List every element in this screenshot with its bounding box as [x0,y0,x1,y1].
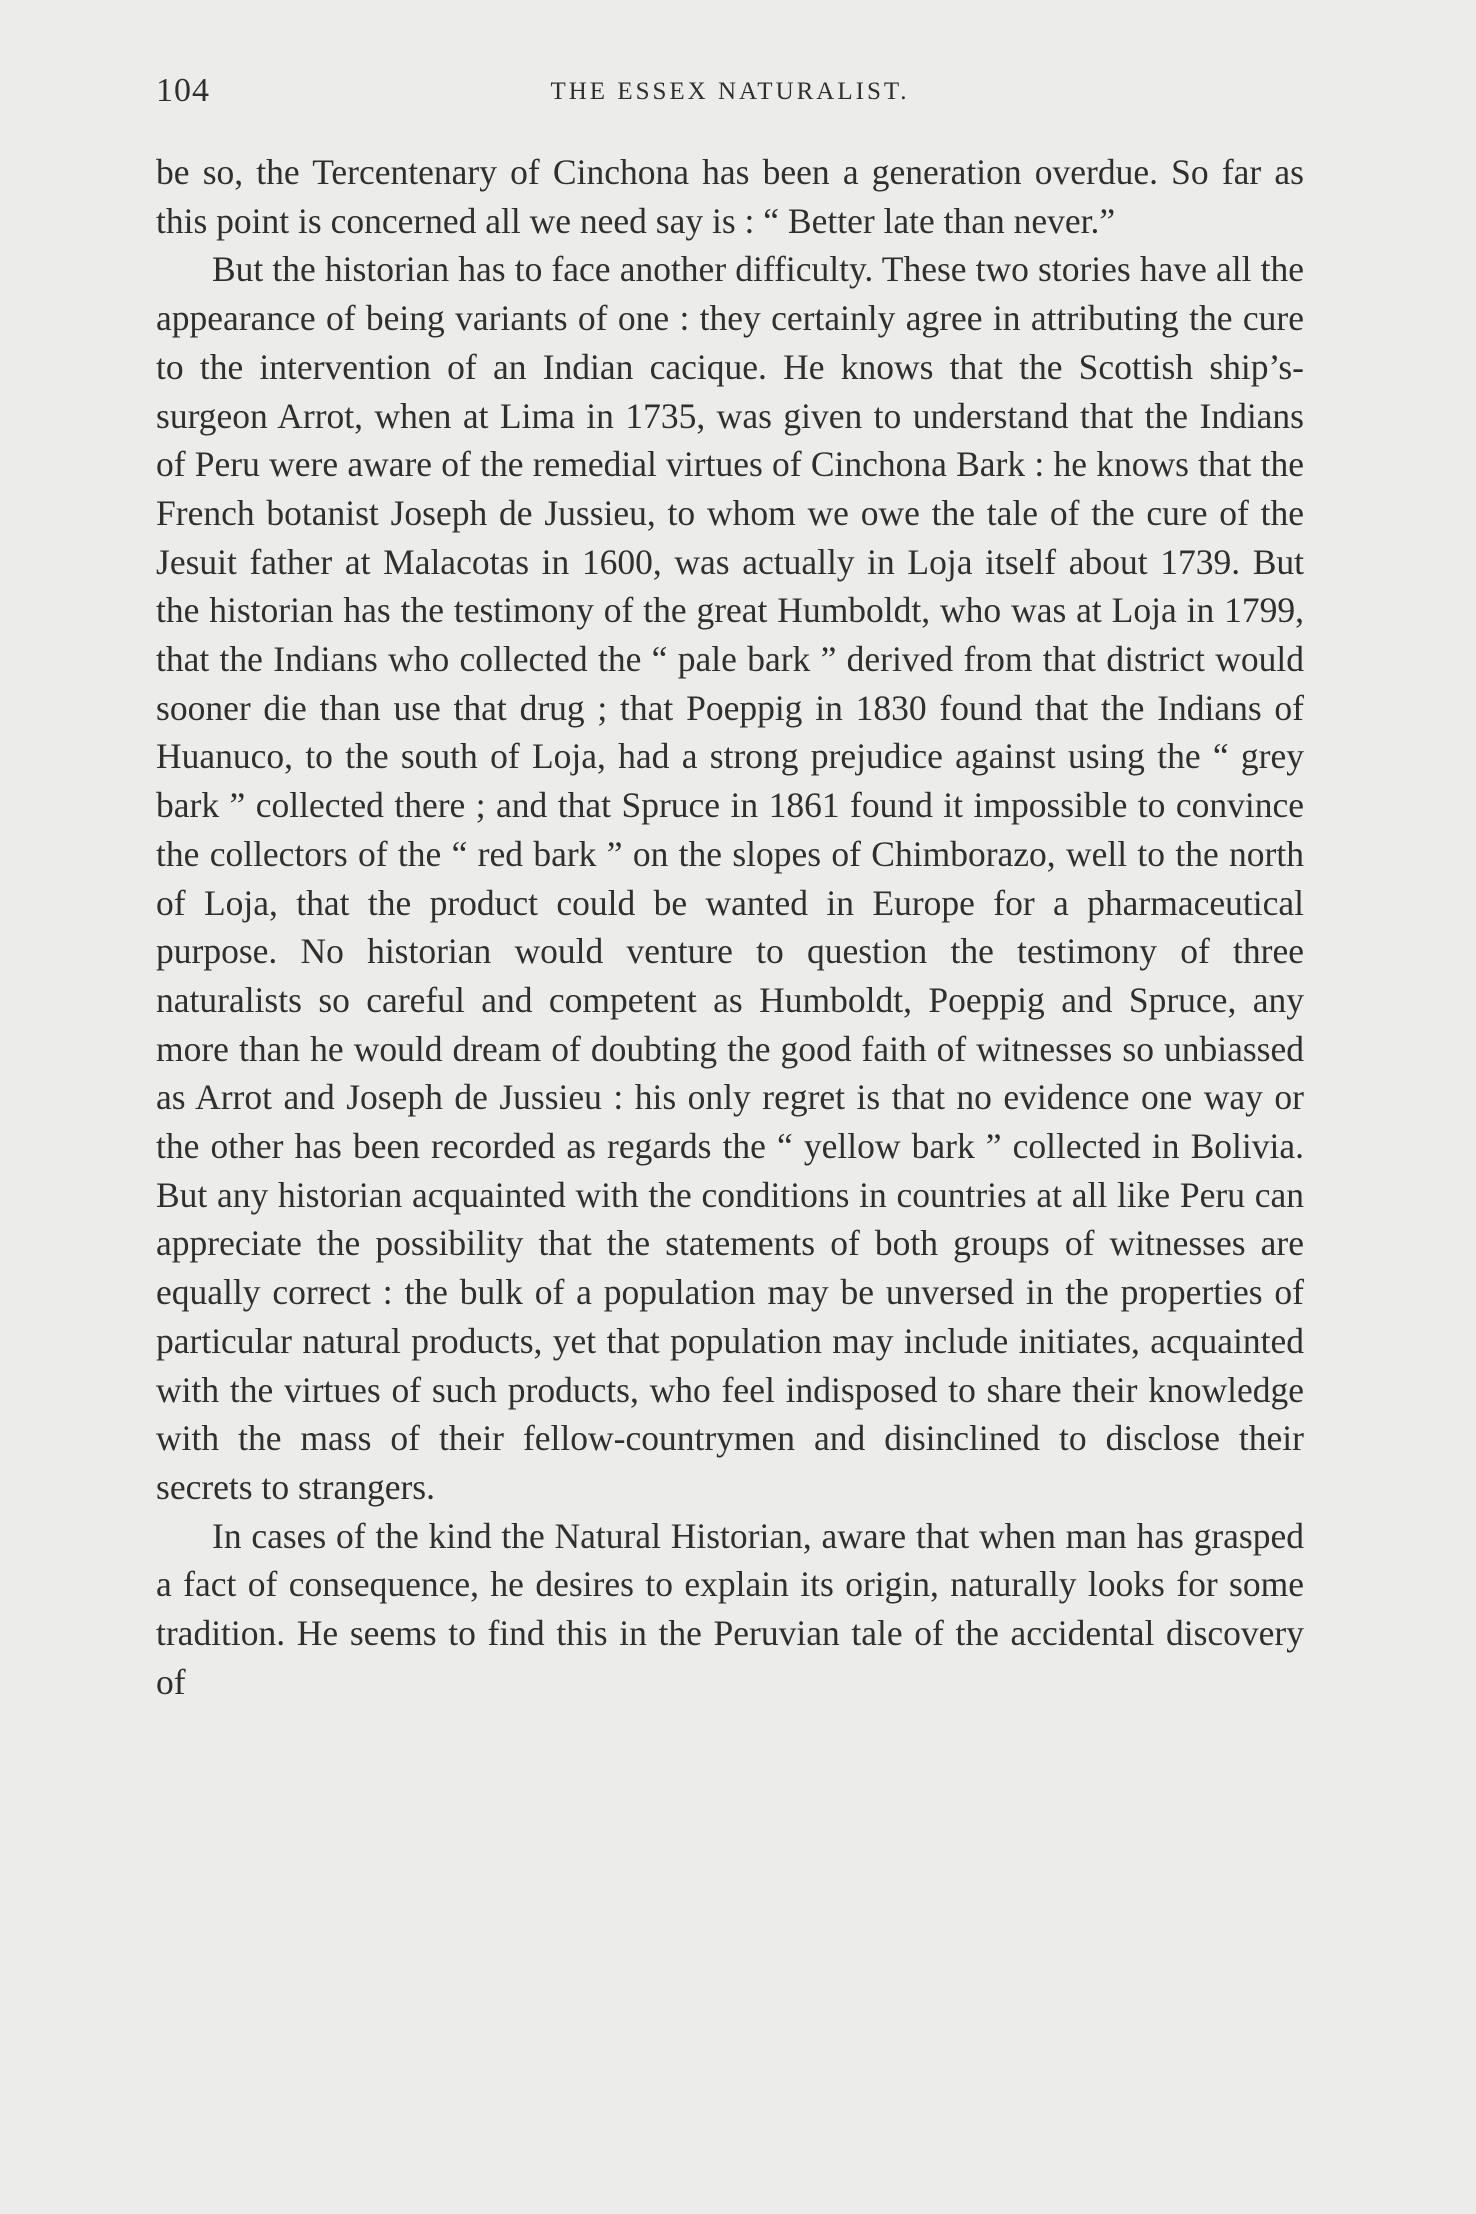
paragraph-natural-historian: In cases of the kind the Natural Historian, aware that when man has grasped a fact of consequence, he desires to explain its origin, naturally looks for some tradition. He seems to find this in the Peruvian tale of the accidental discovery of [156,1515,1304,1702]
running-head: THE ESSEX NATURALIST. [550,78,910,105]
body-text [156,148,1304,1707]
paragraph-historian-difficulty: But the historian has to face another difficulty. These two stories have all the appearance of being variants of one : they certainly agree in attributing the cure to the intervention of an Indian cacique. He knows that the Scottish ship’s-surgeon Arrot, when at Lima in 1735, was given to understand that the Indians of Peru were aware of the remedial virtues of Cinchona Bark : he knows that the French botanist Joseph de Jussieu, to whom we owe the tale of the cure of the Jesuit father at Malacotas in 1600, was actually in Loja itself about 1739. But the historian has the testimony of the great Humboldt, who was at Loja in 1799, that the Indians who collected the “ pale bark ” derived from that district would sooner die than use that drug ; that Poeppig in 1830 found that the Indians of Huanuco, to the south of Loja, had a strong prejudice against using the “ grey bark ” collected there ; and that Spruce in 1861 found it impossible to convince the collectors of the “ red bark ” on the slopes of Chimborazo, well to the north of Loja, that the product could be wanted in Europe for a pharmaceutical purpose. No historian would venture to question the testimony of three naturalists so careful and competent as Humboldt, Poeppig and Spruce, any more than he would dream of doubting the good faith of witnesses so unbiassed as Arrot and Joseph de Jussieu : his only regret is that no evidence one way or the other has been recorded as regards the “ yellow bark ” collected in Bolivia. But any historian acquainted with the conditions in countries at all like Peru can appreciate the possibility that the statements of both groups of witnesses are equally correct : the bulk of a population may be unversed in the properties of particular natural products, yet that population may include initiates, acquainted with the virtues of such products, who feel indisposed to share their knowledge with the mass of their fellow-countrymen and disinclined to disclose their secrets to strangers. [156,249,1304,1507]
paragraph-continued: be so, the Tercentenary of Cinchona has been a generation overdue. So far as this point is concerned all we need say is : “ Better late than never.” [156,152,1304,241]
page-number: 104 [156,72,210,109]
page-header [156,72,1304,120]
